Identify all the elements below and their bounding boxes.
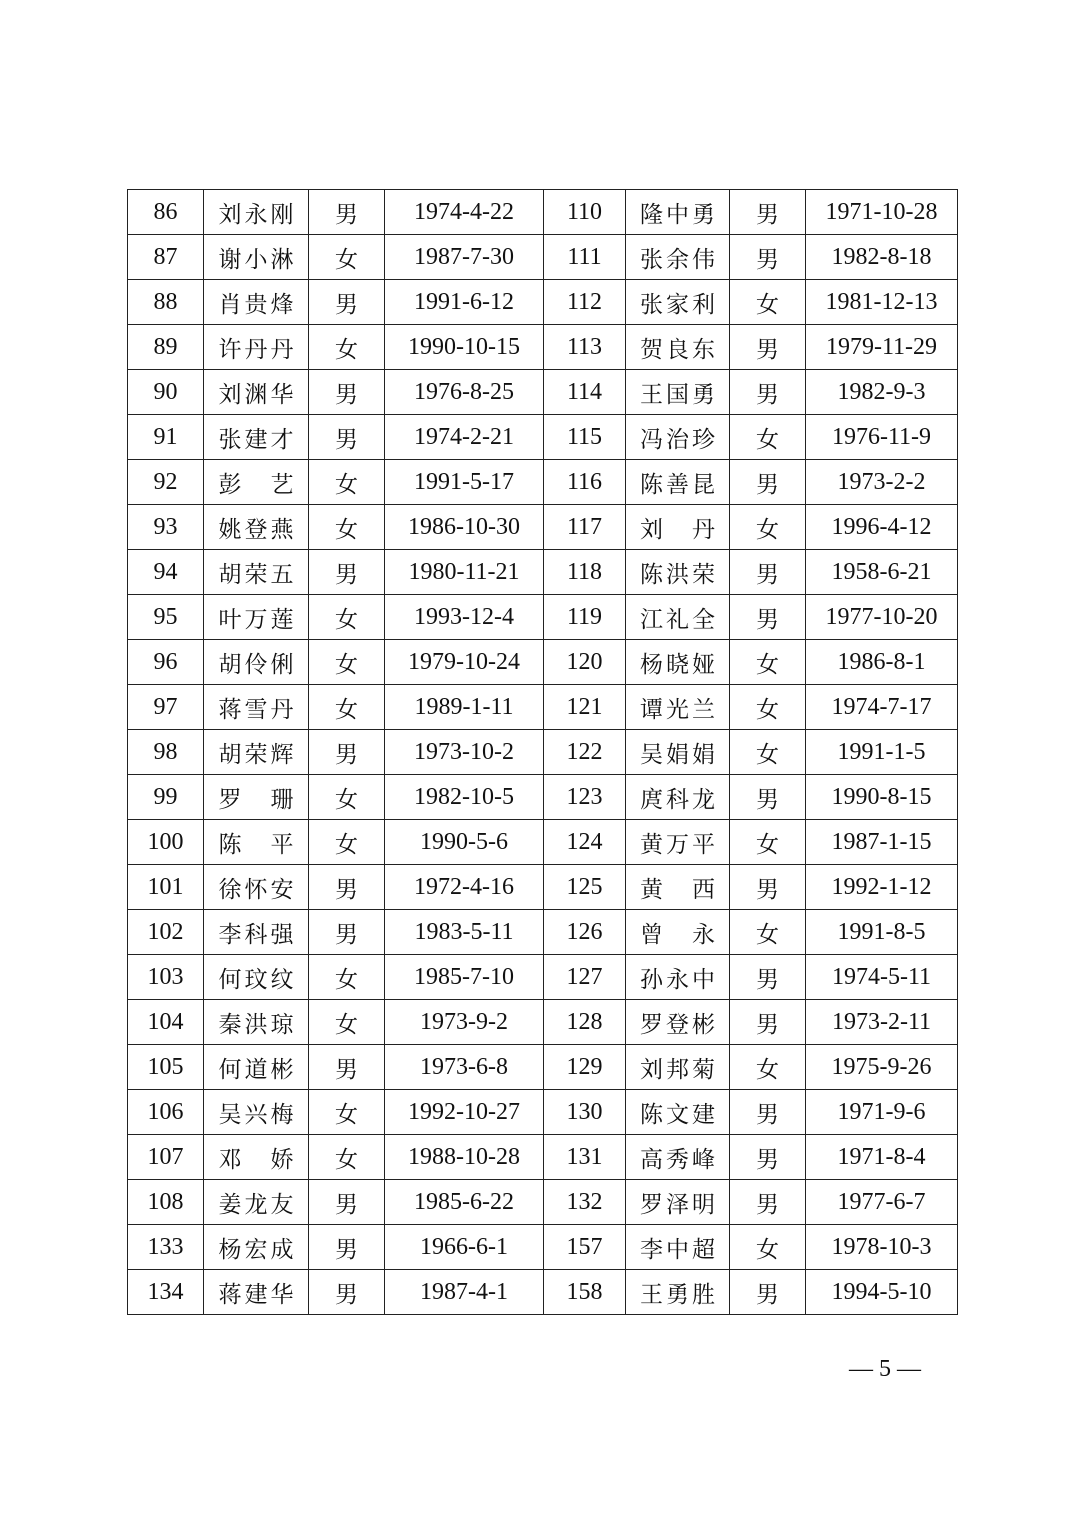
- left-person-sex-cell: 男: [309, 865, 385, 910]
- left-birth-date-cell: 1966-6-1: [385, 1225, 544, 1270]
- right-birth-date-cell: 1977-6-7: [806, 1180, 958, 1225]
- right-row-number-cell: 131: [544, 1135, 626, 1180]
- left-birth-date-cell: 1985-7-10: [385, 955, 544, 1000]
- right-birth-date-cell: 1977-10-20: [806, 595, 958, 640]
- right-person-sex-cell: 男: [730, 1180, 806, 1225]
- left-person-name-cell: 彭 艺: [204, 460, 309, 505]
- left-person-name-cell: 胡荣辉: [204, 730, 309, 775]
- right-birth-date-cell: 1982-8-18: [806, 235, 958, 280]
- right-person-name-cell: 黄万平: [626, 820, 730, 865]
- left-person-name-cell: 何玟纹: [204, 955, 309, 1000]
- left-row-number-cell: 97: [128, 685, 204, 730]
- right-person-name-cell: 孙永中: [626, 955, 730, 1000]
- right-person-sex-cell: 男: [730, 595, 806, 640]
- right-row-number-cell: 122: [544, 730, 626, 775]
- right-person-name-cell: 李中超: [626, 1225, 730, 1270]
- right-person-name-cell: 庹科龙: [626, 775, 730, 820]
- left-person-name-cell: 罗 珊: [204, 775, 309, 820]
- table-row: [128, 1090, 958, 1135]
- left-row-number-cell: 91: [128, 415, 204, 460]
- right-row-number-cell: 158: [544, 1270, 626, 1315]
- table-row: [128, 415, 958, 460]
- right-row-number-cell: 125: [544, 865, 626, 910]
- right-row-number-cell: 128: [544, 1000, 626, 1045]
- right-birth-date-cell: 1994-5-10: [806, 1270, 958, 1315]
- table-row: [128, 235, 958, 280]
- left-person-name-cell: 徐怀安: [204, 865, 309, 910]
- right-birth-date-cell: 1986-8-1: [806, 640, 958, 685]
- right-person-sex-cell: 男: [730, 190, 806, 235]
- right-row-number-cell: 127: [544, 955, 626, 1000]
- right-person-sex-cell: 男: [730, 235, 806, 280]
- left-person-sex-cell: 女: [309, 325, 385, 370]
- right-person-sex-cell: 女: [730, 730, 806, 775]
- left-person-name-cell: 许丹丹: [204, 325, 309, 370]
- right-person-name-cell: 高秀峰: [626, 1135, 730, 1180]
- left-person-sex-cell: 男: [309, 550, 385, 595]
- right-person-sex-cell: 女: [730, 910, 806, 955]
- right-person-name-cell: 张余伟: [626, 235, 730, 280]
- right-row-number-cell: 110: [544, 190, 626, 235]
- left-birth-date-cell: 1986-10-30: [385, 505, 544, 550]
- left-person-sex-cell: 男: [309, 1225, 385, 1270]
- right-birth-date-cell: 1973-2-11: [806, 1000, 958, 1045]
- left-person-sex-cell: 女: [309, 595, 385, 640]
- left-row-number-cell: 96: [128, 640, 204, 685]
- right-person-sex-cell: 男: [730, 370, 806, 415]
- right-row-number-cell: 132: [544, 1180, 626, 1225]
- left-person-sex-cell: 男: [309, 1045, 385, 1090]
- table-row: [128, 460, 958, 505]
- left-row-number-cell: 107: [128, 1135, 204, 1180]
- left-person-sex-cell: 女: [309, 460, 385, 505]
- right-person-name-cell: 张家利: [626, 280, 730, 325]
- right-person-sex-cell: 女: [730, 415, 806, 460]
- right-person-name-cell: 冯治珍: [626, 415, 730, 460]
- right-person-sex-cell: 女: [730, 1045, 806, 1090]
- table-row: [128, 865, 958, 910]
- right-birth-date-cell: 1982-9-3: [806, 370, 958, 415]
- left-person-name-cell: 李科强: [204, 910, 309, 955]
- left-row-number-cell: 133: [128, 1225, 204, 1270]
- table-row: [128, 1135, 958, 1180]
- left-row-number-cell: 88: [128, 280, 204, 325]
- table-row: [128, 910, 958, 955]
- left-birth-date-cell: 1980-11-21: [385, 550, 544, 595]
- right-birth-date-cell: 1971-10-28: [806, 190, 958, 235]
- right-person-sex-cell: 男: [730, 1135, 806, 1180]
- left-person-name-cell: 蒋雪丹: [204, 685, 309, 730]
- right-birth-date-cell: 1971-9-6: [806, 1090, 958, 1135]
- left-person-name-cell: 肖贵烽: [204, 280, 309, 325]
- left-row-number-cell: 92: [128, 460, 204, 505]
- right-birth-date-cell: 1971-8-4: [806, 1135, 958, 1180]
- left-birth-date-cell: 1976-8-25: [385, 370, 544, 415]
- left-row-number-cell: 103: [128, 955, 204, 1000]
- left-person-name-cell: 叶万莲: [204, 595, 309, 640]
- right-person-sex-cell: 男: [730, 1270, 806, 1315]
- right-person-sex-cell: 女: [730, 685, 806, 730]
- right-row-number-cell: 113: [544, 325, 626, 370]
- right-row-number-cell: 123: [544, 775, 626, 820]
- left-person-sex-cell: 女: [309, 1135, 385, 1180]
- left-row-number-cell: 94: [128, 550, 204, 595]
- table-row: [128, 1225, 958, 1270]
- right-person-sex-cell: 男: [730, 550, 806, 595]
- table-row: [128, 775, 958, 820]
- left-person-name-cell: 张建才: [204, 415, 309, 460]
- left-birth-date-cell: 1973-10-2: [385, 730, 544, 775]
- left-row-number-cell: 98: [128, 730, 204, 775]
- left-birth-date-cell: 1990-5-6: [385, 820, 544, 865]
- right-person-name-cell: 隆中勇: [626, 190, 730, 235]
- right-person-name-cell: 吴娟娟: [626, 730, 730, 775]
- left-row-number-cell: 86: [128, 190, 204, 235]
- left-person-name-cell: 邓 娇: [204, 1135, 309, 1180]
- right-person-sex-cell: 男: [730, 325, 806, 370]
- left-person-name-cell: 姚登燕: [204, 505, 309, 550]
- left-row-number-cell: 89: [128, 325, 204, 370]
- right-person-sex-cell: 男: [730, 460, 806, 505]
- right-birth-date-cell: 1991-8-5: [806, 910, 958, 955]
- right-person-name-cell: 王国勇: [626, 370, 730, 415]
- roster-body: [128, 190, 958, 1315]
- right-person-sex-cell: 男: [730, 1000, 806, 1045]
- right-row-number-cell: 120: [544, 640, 626, 685]
- left-birth-date-cell: 1982-10-5: [385, 775, 544, 820]
- left-birth-date-cell: 1973-6-8: [385, 1045, 544, 1090]
- left-birth-date-cell: 1983-5-11: [385, 910, 544, 955]
- left-birth-date-cell: 1987-7-30: [385, 235, 544, 280]
- left-person-sex-cell: 女: [309, 235, 385, 280]
- right-person-name-cell: 曾 永: [626, 910, 730, 955]
- left-birth-date-cell: 1990-10-15: [385, 325, 544, 370]
- left-person-sex-cell: 女: [309, 1000, 385, 1045]
- roster-table: [127, 189, 958, 1315]
- right-birth-date-cell: 1974-7-17: [806, 685, 958, 730]
- right-person-name-cell: 刘 丹: [626, 505, 730, 550]
- table-row: [128, 640, 958, 685]
- left-person-sex-cell: 男: [309, 370, 385, 415]
- right-birth-date-cell: 1958-6-21: [806, 550, 958, 595]
- table-row: [128, 325, 958, 370]
- left-person-sex-cell: 女: [309, 640, 385, 685]
- right-row-number-cell: 114: [544, 370, 626, 415]
- left-person-name-cell: 吴兴梅: [204, 1090, 309, 1135]
- left-row-number-cell: 90: [128, 370, 204, 415]
- table-row: [128, 505, 958, 550]
- left-birth-date-cell: 1991-5-17: [385, 460, 544, 505]
- left-birth-date-cell: 1979-10-24: [385, 640, 544, 685]
- right-person-name-cell: 陈洪荣: [626, 550, 730, 595]
- left-row-number-cell: 99: [128, 775, 204, 820]
- right-person-sex-cell: 男: [730, 865, 806, 910]
- left-person-sex-cell: 女: [309, 1090, 385, 1135]
- right-row-number-cell: 129: [544, 1045, 626, 1090]
- left-person-name-cell: 何道彬: [204, 1045, 309, 1090]
- left-person-sex-cell: 女: [309, 820, 385, 865]
- right-person-name-cell: 谭光兰: [626, 685, 730, 730]
- left-birth-date-cell: 1989-1-11: [385, 685, 544, 730]
- left-birth-date-cell: 1992-10-27: [385, 1090, 544, 1135]
- table-row: [128, 190, 958, 235]
- table-row: [128, 370, 958, 415]
- left-person-sex-cell: 男: [309, 415, 385, 460]
- right-birth-date-cell: 1987-1-15: [806, 820, 958, 865]
- right-birth-date-cell: 1975-9-26: [806, 1045, 958, 1090]
- left-person-sex-cell: 女: [309, 775, 385, 820]
- right-row-number-cell: 157: [544, 1225, 626, 1270]
- right-row-number-cell: 111: [544, 235, 626, 280]
- left-person-sex-cell: 男: [309, 280, 385, 325]
- left-person-sex-cell: 男: [309, 190, 385, 235]
- left-birth-date-cell: 1993-12-4: [385, 595, 544, 640]
- left-row-number-cell: 105: [128, 1045, 204, 1090]
- right-birth-date-cell: 1990-8-15: [806, 775, 958, 820]
- right-row-number-cell: 126: [544, 910, 626, 955]
- left-row-number-cell: 100: [128, 820, 204, 865]
- left-person-name-cell: 陈 平: [204, 820, 309, 865]
- right-person-sex-cell: 男: [730, 955, 806, 1000]
- left-person-name-cell: 姜龙友: [204, 1180, 309, 1225]
- table-row: [128, 595, 958, 640]
- table-row: [128, 1180, 958, 1225]
- right-person-name-cell: 陈文建: [626, 1090, 730, 1135]
- right-birth-date-cell: 1973-2-2: [806, 460, 958, 505]
- left-row-number-cell: 102: [128, 910, 204, 955]
- right-birth-date-cell: 1992-1-12: [806, 865, 958, 910]
- left-row-number-cell: 104: [128, 1000, 204, 1045]
- right-person-name-cell: 贺良东: [626, 325, 730, 370]
- right-row-number-cell: 112: [544, 280, 626, 325]
- left-birth-date-cell: 1987-4-1: [385, 1270, 544, 1315]
- right-person-sex-cell: 女: [730, 640, 806, 685]
- left-person-name-cell: 刘永刚: [204, 190, 309, 235]
- left-person-sex-cell: 男: [309, 1270, 385, 1315]
- table-row: [128, 550, 958, 595]
- left-row-number-cell: 93: [128, 505, 204, 550]
- right-birth-date-cell: 1979-11-29: [806, 325, 958, 370]
- right-birth-date-cell: 1991-1-5: [806, 730, 958, 775]
- table-row: [128, 1000, 958, 1045]
- left-birth-date-cell: 1973-9-2: [385, 1000, 544, 1045]
- left-birth-date-cell: 1988-10-28: [385, 1135, 544, 1180]
- right-birth-date-cell: 1996-4-12: [806, 505, 958, 550]
- left-row-number-cell: 101: [128, 865, 204, 910]
- right-birth-date-cell: 1981-12-13: [806, 280, 958, 325]
- left-person-name-cell: 谢小淋: [204, 235, 309, 280]
- table-row: [128, 280, 958, 325]
- table-row: [128, 1270, 958, 1315]
- right-person-name-cell: 黄 西: [626, 865, 730, 910]
- right-row-number-cell: 121: [544, 685, 626, 730]
- right-person-name-cell: 江礼全: [626, 595, 730, 640]
- left-birth-date-cell: 1985-6-22: [385, 1180, 544, 1225]
- left-row-number-cell: 87: [128, 235, 204, 280]
- table-row: [128, 820, 958, 865]
- right-row-number-cell: 117: [544, 505, 626, 550]
- right-person-sex-cell: 女: [730, 280, 806, 325]
- right-row-number-cell: 130: [544, 1090, 626, 1135]
- right-person-name-cell: 杨晓娅: [626, 640, 730, 685]
- right-row-number-cell: 118: [544, 550, 626, 595]
- right-birth-date-cell: 1978-10-3: [806, 1225, 958, 1270]
- right-person-sex-cell: 男: [730, 1090, 806, 1135]
- left-birth-date-cell: 1974-4-22: [385, 190, 544, 235]
- right-person-sex-cell: 女: [730, 820, 806, 865]
- left-person-sex-cell: 女: [309, 685, 385, 730]
- left-birth-date-cell: 1974-2-21: [385, 415, 544, 460]
- right-row-number-cell: 119: [544, 595, 626, 640]
- table-row: [128, 955, 958, 1000]
- right-person-name-cell: 刘邦菊: [626, 1045, 730, 1090]
- left-person-sex-cell: 男: [309, 1180, 385, 1225]
- left-person-sex-cell: 女: [309, 955, 385, 1000]
- right-person-sex-cell: 女: [730, 505, 806, 550]
- right-person-name-cell: 罗登彬: [626, 1000, 730, 1045]
- right-birth-date-cell: 1974-5-11: [806, 955, 958, 1000]
- right-birth-date-cell: 1976-11-9: [806, 415, 958, 460]
- left-person-name-cell: 秦洪琼: [204, 1000, 309, 1045]
- left-person-sex-cell: 男: [309, 910, 385, 955]
- table-row: [128, 730, 958, 775]
- right-person-sex-cell: 男: [730, 775, 806, 820]
- left-person-sex-cell: 男: [309, 730, 385, 775]
- table-row: [128, 685, 958, 730]
- left-birth-date-cell: 1972-4-16: [385, 865, 544, 910]
- left-birth-date-cell: 1991-6-12: [385, 280, 544, 325]
- left-person-name-cell: 蒋建华: [204, 1270, 309, 1315]
- right-row-number-cell: 115: [544, 415, 626, 460]
- table-row: [128, 1045, 958, 1090]
- left-person-name-cell: 胡荣五: [204, 550, 309, 595]
- left-row-number-cell: 108: [128, 1180, 204, 1225]
- left-row-number-cell: 134: [128, 1270, 204, 1315]
- right-person-name-cell: 王勇胜: [626, 1270, 730, 1315]
- left-person-name-cell: 刘渊华: [204, 370, 309, 415]
- left-person-name-cell: 杨宏成: [204, 1225, 309, 1270]
- right-row-number-cell: 124: [544, 820, 626, 865]
- right-person-name-cell: 罗泽明: [626, 1180, 730, 1225]
- right-person-sex-cell: 女: [730, 1225, 806, 1270]
- page-number: — 5 —: [849, 1356, 921, 1382]
- left-row-number-cell: 95: [128, 595, 204, 640]
- right-person-name-cell: 陈善昆: [626, 460, 730, 505]
- left-person-sex-cell: 女: [309, 505, 385, 550]
- left-person-name-cell: 胡伶俐: [204, 640, 309, 685]
- left-row-number-cell: 106: [128, 1090, 204, 1135]
- right-row-number-cell: 116: [544, 460, 626, 505]
